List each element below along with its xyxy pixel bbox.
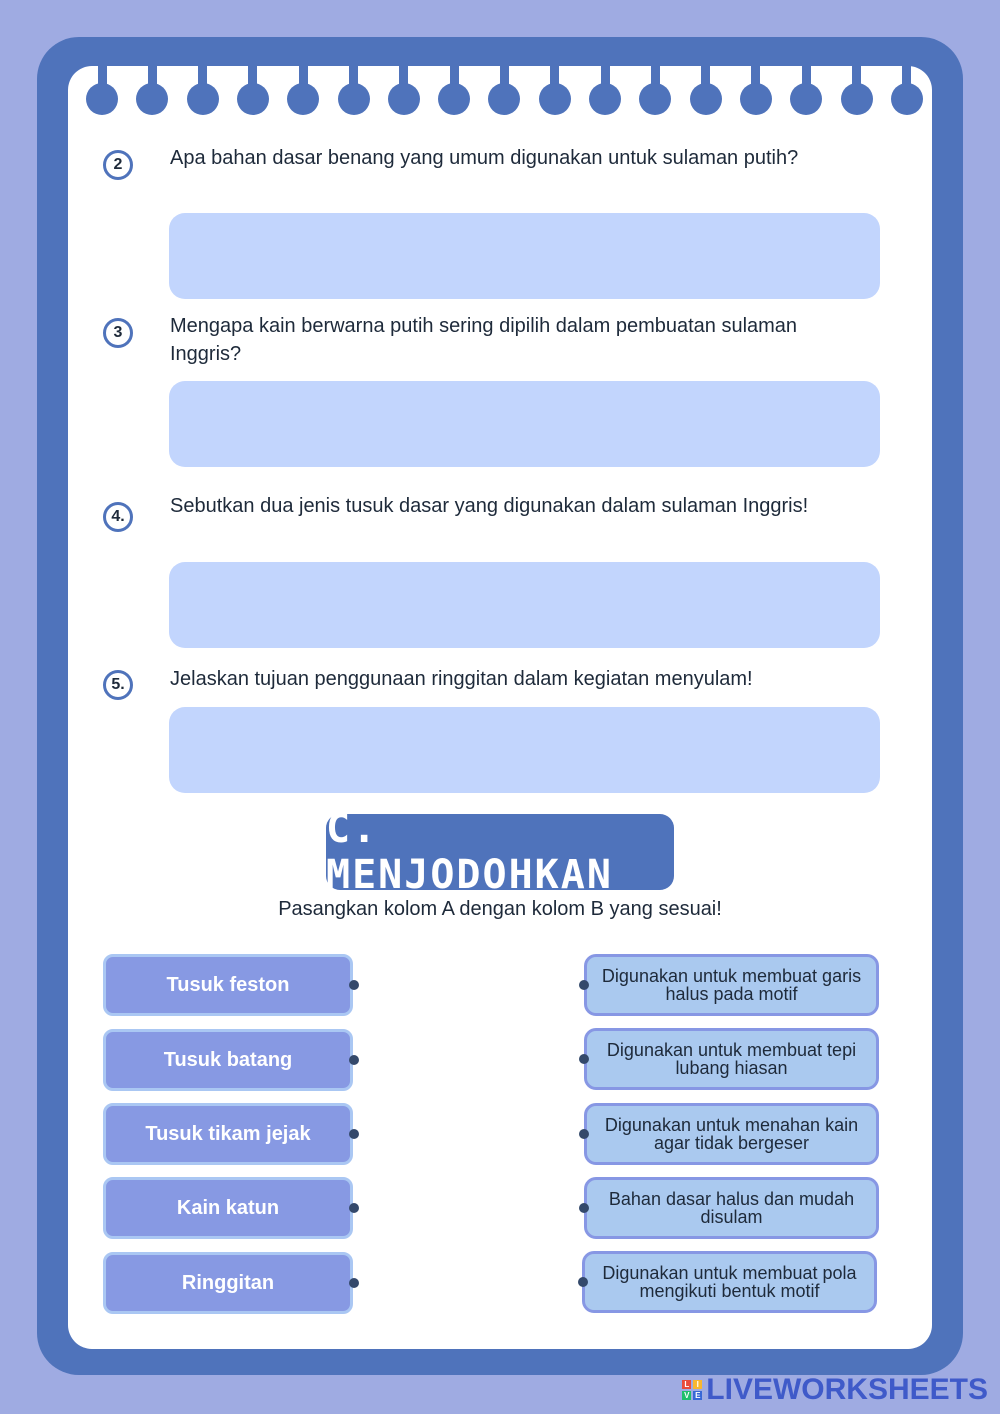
brand-letter-e: E	[695, 1391, 701, 1400]
answer-input-2[interactable]	[169, 213, 880, 299]
column-a-connector-2[interactable]	[349, 1055, 359, 1065]
question-number-3: 3	[103, 318, 133, 348]
column-a-item-4[interactable]: Kain katun	[103, 1177, 353, 1239]
binder-ring-hole	[589, 83, 621, 115]
column-b-connector-3[interactable]	[579, 1129, 589, 1139]
binder-ring-hole	[740, 83, 772, 115]
column-b-item-1[interactable]: Digunakan untuk membuat garis halus pada motif	[584, 954, 879, 1016]
question-text-5: Jelaskan tujuan penggunaan ringgitan dalam kegiatan menyulam!	[170, 668, 753, 690]
column-b-connector-1[interactable]	[579, 980, 589, 990]
brand-name: LIVEWORKSHEETS	[706, 1373, 988, 1406]
binder-ring-hole	[841, 83, 873, 115]
binder-ring-hole	[187, 83, 219, 115]
column-b-item-3[interactable]: Digunakan untuk menahan kain agar tidak bergeser	[584, 1103, 879, 1165]
column-a-item-1[interactable]: Tusuk feston	[103, 954, 353, 1016]
brand-letter-v: V	[684, 1391, 690, 1400]
brand-grid-icon	[682, 1380, 702, 1400]
liveworksheets-logo	[682, 1372, 988, 1408]
question-text-2: Apa bahan dasar benang yang umum digunakan untuk sulaman putih?	[170, 147, 799, 169]
column-a-item-5[interactable]: Ringgitan	[103, 1252, 353, 1314]
column-b-item-4[interactable]: Bahan dasar halus dan mudah disulam	[584, 1177, 879, 1239]
binder-ring-hole	[690, 83, 722, 115]
question-number-2: 2	[103, 150, 133, 180]
column-a-connector-4[interactable]	[349, 1203, 359, 1213]
brand-letter-i: I	[693, 1380, 702, 1389]
column-a-connector-5[interactable]	[349, 1278, 359, 1288]
column-b-connector-4[interactable]	[579, 1203, 589, 1213]
binder-ring-hole	[287, 83, 319, 115]
binder-ring-hole	[891, 83, 923, 115]
answer-input-4[interactable]	[169, 562, 880, 648]
binder-ring-hole	[86, 83, 118, 115]
binder-ring-hole	[388, 83, 420, 115]
brand-letter-l: L	[682, 1380, 691, 1389]
matching-instruction: Pasangkan kolom A dengan kolom B yang sesuai!	[278, 898, 722, 920]
column-a-connector-1[interactable]	[349, 980, 359, 990]
section-title: C. MENJODOHKAN	[326, 814, 674, 890]
binder-ring-hole	[338, 83, 370, 115]
question-number-4: 4.	[103, 502, 133, 532]
answer-input-5[interactable]	[169, 707, 880, 793]
column-b-item-2[interactable]: Digunakan untuk membuat tepi lubang hiasan	[584, 1028, 879, 1090]
column-b-connector-5[interactable]	[578, 1277, 588, 1287]
question-text-4: Sebutkan dua jenis tusuk dasar yang digunakan dalam sulaman Inggris!	[170, 495, 809, 517]
column-a-item-3[interactable]: Tusuk tikam jejak	[103, 1103, 353, 1165]
column-a-connector-3[interactable]	[349, 1129, 359, 1139]
binder-ring-hole	[438, 83, 470, 115]
binder-ring-hole	[237, 83, 269, 115]
question-text-3: Mengapa kain berwarna putih sering dipilih dalam pembuatan sulaman Inggris?	[170, 315, 798, 365]
answer-input-3[interactable]	[169, 381, 880, 467]
binder-ring-hole	[539, 83, 571, 115]
binder-ring-hole	[790, 83, 822, 115]
column-a-item-2[interactable]: Tusuk batang	[103, 1029, 353, 1091]
question-number-5: 5.	[103, 670, 133, 700]
column-b-connector-2[interactable]	[579, 1054, 589, 1064]
column-b-item-5[interactable]: Digunakan untuk membuat pola mengikuti bentuk motif	[582, 1251, 877, 1313]
